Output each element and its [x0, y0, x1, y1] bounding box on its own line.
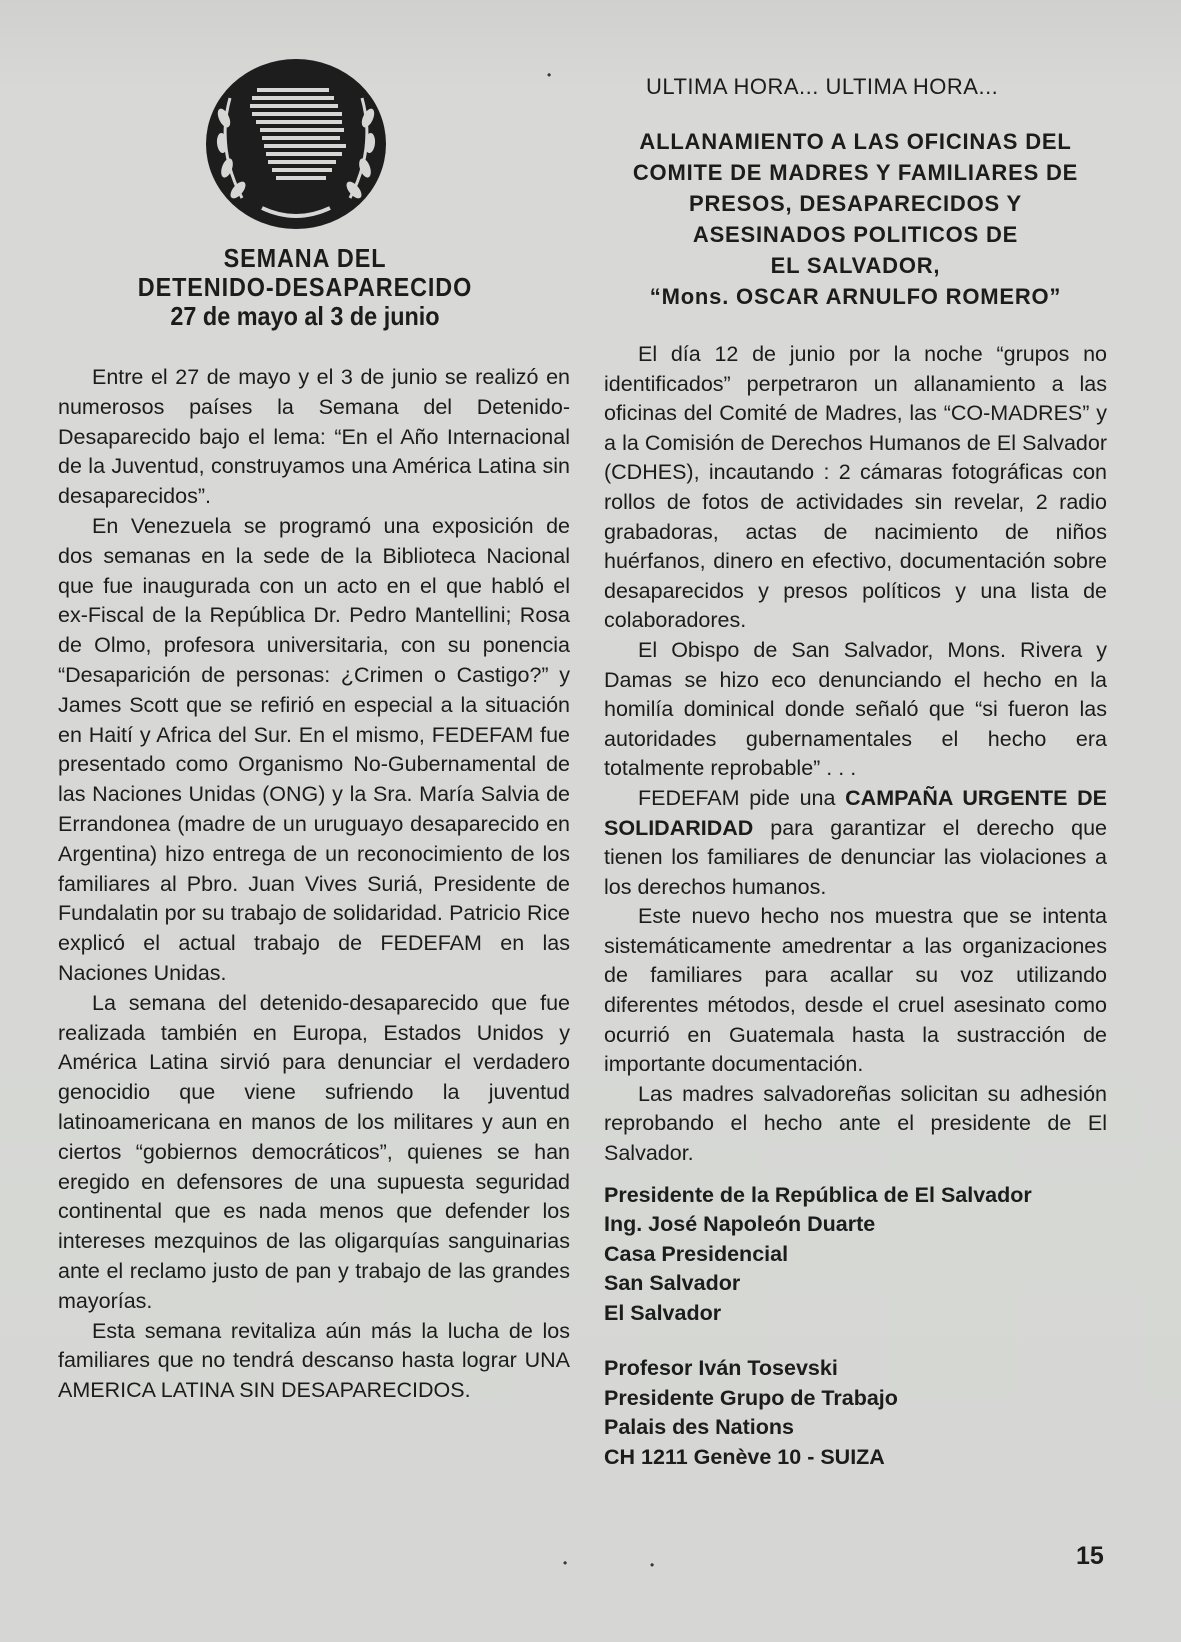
left-article-body: [58, 363, 570, 1406]
left-paragraph-4: Esta semana revitaliza aún más la lucha de los familiares que no tendrá descanso hasta lograr UNA AMERICA LATINA SIN DESAPARECIDOS.: [58, 1318, 570, 1403]
title-dates: 27 de mayo al 3 de junio: [170, 301, 440, 331]
address-line: Presidente Grupo de Trabajo: [604, 1385, 898, 1410]
breaking-news-banner: ULTIMA HORA... ULTIMA HORA...: [646, 74, 999, 99]
right-column: [604, 72, 1107, 1472]
print-dot: •: [547, 68, 552, 82]
print-dot: •: [650, 1558, 655, 1572]
right-paragraph-1: El día 12 de junio por la noche “grupos no identificados” perpetraron un allanamiento a las oficinas del Comité de Madres, las “CO-MADRES” y a la Comisión de Derechos Humanos de El Salvador (CDHES), incautando : 2 cámaras fotográficas con rollos de fotos de actividades sin revelar, 2 radio grabadoras, actas de nacimiento de niños huérfanos, dinero en efectivo, documentación sobre desaparecidos y presos políticos y una lista de colaboradores.: [604, 342, 1107, 633]
address-president: [604, 1181, 1107, 1329]
address-line: San Salvador: [604, 1271, 741, 1296]
right-paragraph-2: El Obispo de San Salvador, Mons. Rivera y Damas se hizo eco denunciando el hecho en la homilía dominical donde señaló que “si fueron las autoridades gubernamentales el hecho era totalmente reprobable” . . .: [604, 637, 1107, 781]
right-paragraph-4: Este nuevo hecho nos muestra que se intenta sistemáticamente amedrentar a las organizaciones de familiares para acallar su voz utilizando diferentes métodos, desde el cruel asesinato como ocurrió en Guatemala hasta la sustracción de importante documentación.: [604, 904, 1107, 1077]
address-line: Presidente de la República de El Salvador: [604, 1182, 1032, 1207]
address-line: Casa Presidencial: [604, 1241, 789, 1266]
left-title: [67, 244, 544, 331]
print-dot: •: [563, 1556, 568, 1570]
address-line: Ing. José Napoleón Duarte: [604, 1212, 876, 1237]
headline-line: ASESINADOS POLITICOS DE: [692, 222, 1019, 247]
right-paragraph-5: Las madres salvadoreñas solicitan su adhesión reprobando el hecho ante el presidente de El Salvador.: [604, 1081, 1107, 1166]
page-number: 15: [1076, 1542, 1104, 1570]
right-paragraph-3: [604, 784, 1107, 902]
headline-line: ALLANAMIENTO A LAS OFICINAS DEL: [639, 129, 1072, 154]
left-paragraph-1: Entre el 27 de mayo y el 3 de junio se realizó en numerosos países la Semana del Detenido-Desaparecido bajo el lema: “En el Año Internacional de la Juventud, construyamos una América Latina sin desaparecidos”.: [58, 365, 570, 509]
p3-text-end: para garantizar el derecho que tienen los familiares de denunciar las violaciones a los derechos humanos.: [604, 815, 1107, 899]
logo-container: [40, 58, 552, 234]
address-line: CH 1211 Genève 10 - SUIZA: [604, 1444, 885, 1469]
address-line: Palais des Nations: [604, 1415, 794, 1440]
right-article-body: [604, 340, 1107, 1169]
p3-campaign-emphasis: CAMPAÑA URGENTE DE SOLIDARIDAD: [604, 785, 1107, 840]
left-paragraph-2: En Venezuela se programó una exposición de dos semanas en la sede de la Biblioteca Nacional que fue inaugurada con un acto en el que habló el ex-Fiscal de la República Dr. Pedro Mantellini; Rosa de Olmo, profesora universitaria, con su ponencia “Desaparición de personas: ¿Crimen o Castigo?” y James Scott que se refirió en especial a la situación en Haití y Africa del Sur. En el mismo, FEDEFAM fue presentado como Organismo No-Gubernamental de las Naciones Unidas (ONG) y la Sra. María Salvia de Errandonea (madre de un uruguayo desaparecido en Argentina) hizo entrega de un reconocimiento de los familiares al Pbro. Juan Vives Suriá, Presidente de Fundalatin por su trabajo de solidaridad. Patricio Rice explicó el actual trabajo de FEDEFAM en las Naciones Unidas.: [58, 513, 570, 985]
headline-line: COMITE DE MADRES Y FAMILIARES DE: [632, 160, 1079, 185]
title-line-2: DETENIDO-DESAPARECIDO: [137, 272, 473, 302]
headline-line: EL SALVADOR,: [770, 253, 941, 278]
left-paragraph-3: La semana del detenido-desaparecido que fue realizada también en Europa, Estados Unidos y América Latina sirvió para denunciar el verdadero genocidio que viene sufriendo la juventud latinoamericana en manos de los militares y aun en ciertos “gobiernos democráticos”, quienes se han eregido en defensores de una supuesta seguridad continental que es nada menos que defender los intereses mezquinos de las oligarquías sanguinarias ante el reclamo justo de pan y trabajo de las grandes mayorías.: [58, 990, 570, 1313]
right-headline: [604, 126, 1107, 312]
title-line-1: SEMANA DEL: [223, 243, 387, 273]
left-column: [58, 58, 570, 1406]
address-working-group: [604, 1354, 1107, 1472]
address-line: El Salvador: [604, 1300, 722, 1325]
address-line: Profesor Iván Tosevski: [604, 1356, 838, 1381]
p3-text-start: FEDEFAM pide una: [638, 785, 846, 810]
headline-line: “Mons. OSCAR ARNULFO ROMERO”: [649, 284, 1062, 309]
dove-profile-emblem-icon: [202, 58, 390, 234]
headline-line: PRESOS, DESAPARECIDOS Y: [689, 191, 1022, 216]
